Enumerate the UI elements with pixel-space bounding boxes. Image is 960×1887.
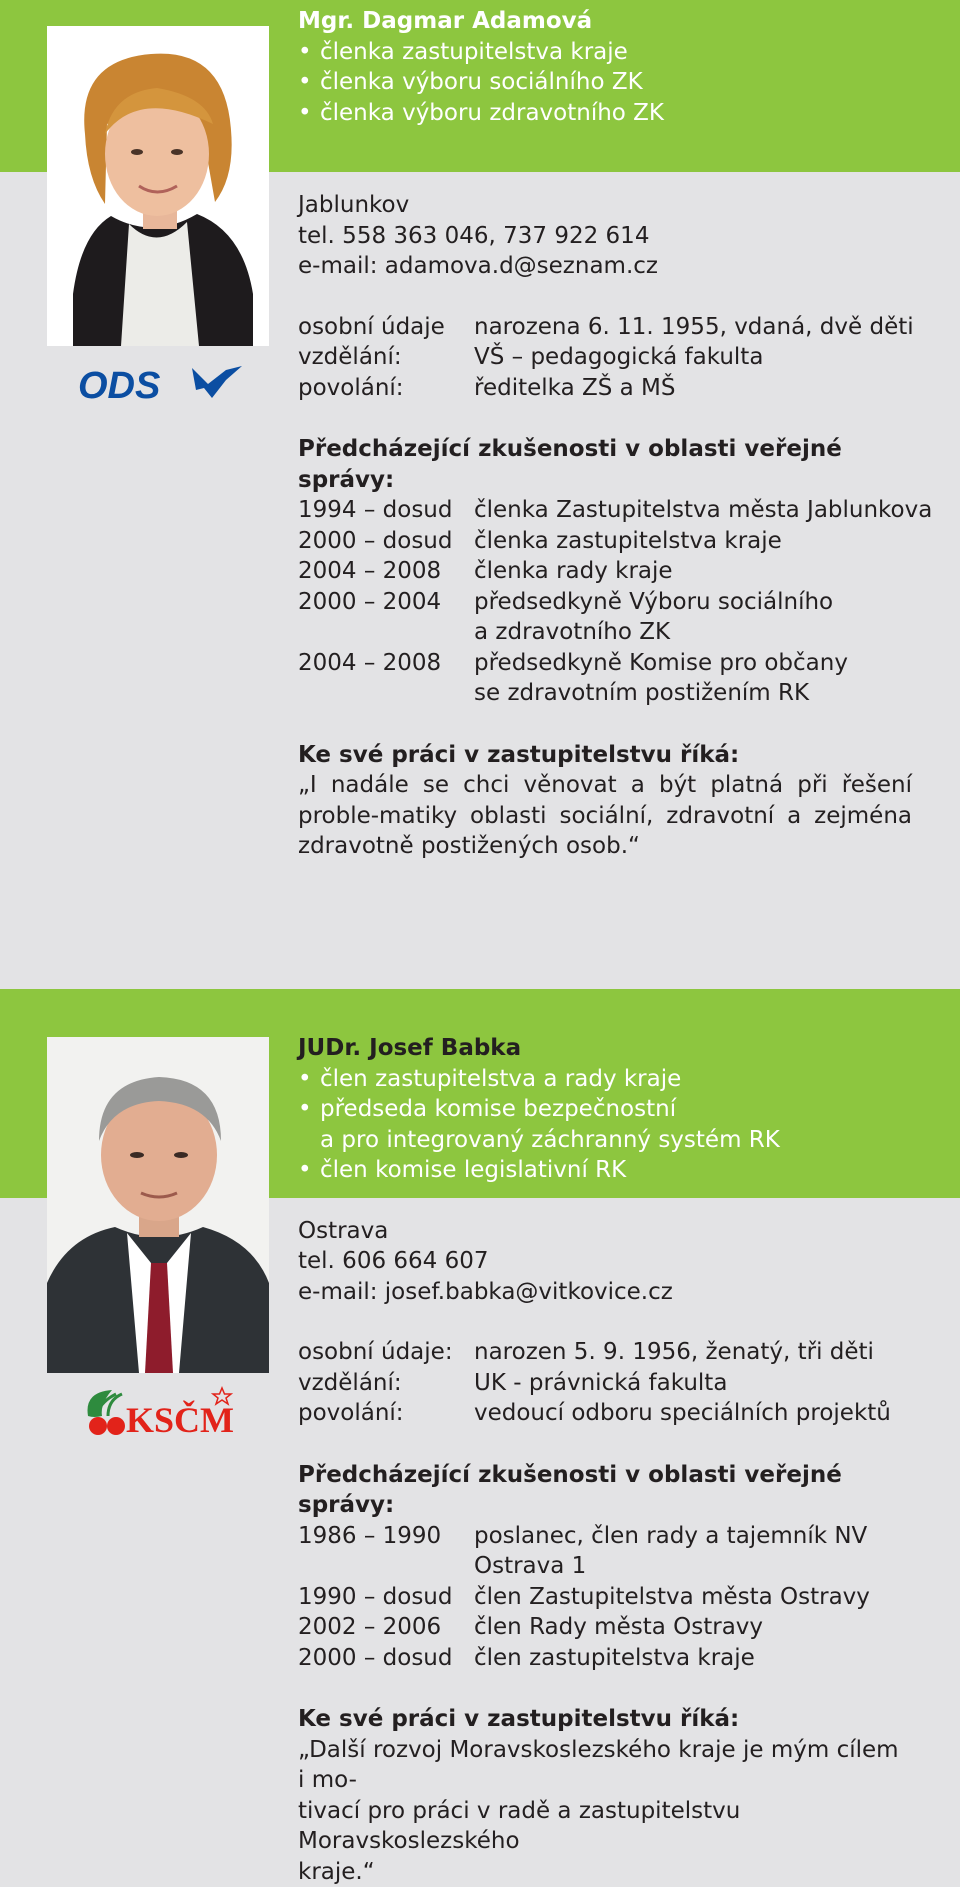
city: Jablunkov: [298, 190, 938, 221]
phone: tel. 558 363 046, 737 922 614: [298, 221, 938, 252]
quote-heading: Ke své práci v zastupitelstvu říká:: [298, 740, 938, 771]
quote-text: [298, 1735, 912, 1887]
info-row-occupation: povolání: vedoucí odboru speciálních projektů: [298, 1398, 938, 1429]
city: Ostrava: [298, 1216, 938, 1247]
role-item: • člen komise legislativní RK: [298, 1155, 938, 1186]
email: e-mail: adamova.d@seznam.cz: [298, 251, 938, 282]
quote-line: tivací pro práci v radě a zastupitelstvu Moravskoslezského: [298, 1796, 912, 1857]
role-item-continuation: a pro integrovaný záchranný systém RK: [298, 1125, 938, 1156]
experience-row: 2004 – 2008 členka rady kraje: [298, 556, 938, 587]
kscm-party-logo: [82, 1386, 242, 1440]
profile-card: [298, 6, 938, 862]
experience-heading: Předcházející zkušenosti v oblasti veřejné správy:: [298, 1460, 938, 1521]
profile-card: [298, 1033, 938, 1887]
experience-row: 1986 – 1990 poslanec, člen rady a tajemník NV Ostrava 1: [298, 1521, 938, 1582]
role-item: • členka výboru zdravotního ZK: [298, 98, 938, 129]
phone: tel. 606 664 607: [298, 1246, 938, 1277]
svg-text:ODS: ODS: [78, 365, 160, 406]
info-row-education: vzdělání: VŠ – pedagogická fakulta: [298, 342, 938, 373]
experience-row: 2000 – dosud členka zastupitelstva kraje: [298, 526, 938, 557]
experience-row: 2000 – 2004 předsedkyně Výboru sociálního a zdravotního ZK: [298, 587, 938, 648]
experience-heading: Předcházející zkušenosti v oblasti veřejné správy:: [298, 434, 938, 495]
info-row-personal: osobní údaje: narozen 5. 9. 1956, ženatý, tři děti: [298, 1337, 938, 1368]
experience-row: 1990 – dosud člen Zastupitelstva města Ostravy: [298, 1582, 938, 1613]
person-name: Mgr. Dagmar Adamová: [298, 6, 938, 37]
svg-text:KSČM: KSČM: [126, 1400, 234, 1440]
role-item: • členka zastupitelstva kraje: [298, 37, 938, 68]
portrait-photo: [47, 1037, 269, 1373]
experience-row: 1994 – dosud členka Zastupitelstva města Jablunkova: [298, 495, 938, 526]
experience-row: 2004 – 2008 předsedkyně Komise pro občany se zdravotním postižením RK: [298, 648, 938, 709]
info-row-personal: osobní údaje narozena 6. 11. 1955, vdaná, dvě děti: [298, 312, 938, 343]
portrait-photo: [47, 26, 269, 346]
experience-row: 2002 – 2006 člen Rady města Ostravy: [298, 1612, 938, 1643]
person-name: JUDr. Josef Babka: [298, 1033, 938, 1064]
info-row-education: vzdělání: UK - právnická fakulta: [298, 1368, 938, 1399]
role-item: • člen zastupitelstva a rady kraje: [298, 1064, 938, 1095]
role-item: • předseda komise bezpečnostní: [298, 1094, 938, 1125]
quote-line: „Další rozvoj Moravskoslezského kraje je mým cílem i mo-: [298, 1735, 912, 1796]
quote-heading: Ke své práci v zastupitelstvu říká:: [298, 1704, 938, 1735]
experience-row: 2000 – dosud člen zastupitelstva kraje: [298, 1643, 938, 1674]
quote-text: „I nadále se chci věnovat a být platná při řešení proble-matiky oblasti sociální, zdravotní a zejména zdravotně postižených osob.“: [298, 770, 912, 862]
info-row-occupation: povolání: ředitelka ZŠ a MŠ: [298, 373, 938, 404]
quote-line: kraje.“: [298, 1857, 912, 1887]
email: e-mail: josef.babka@vitkovice.cz: [298, 1277, 938, 1308]
ods-party-logo: [76, 360, 246, 406]
role-item: • členka výboru sociálního ZK: [298, 67, 938, 98]
